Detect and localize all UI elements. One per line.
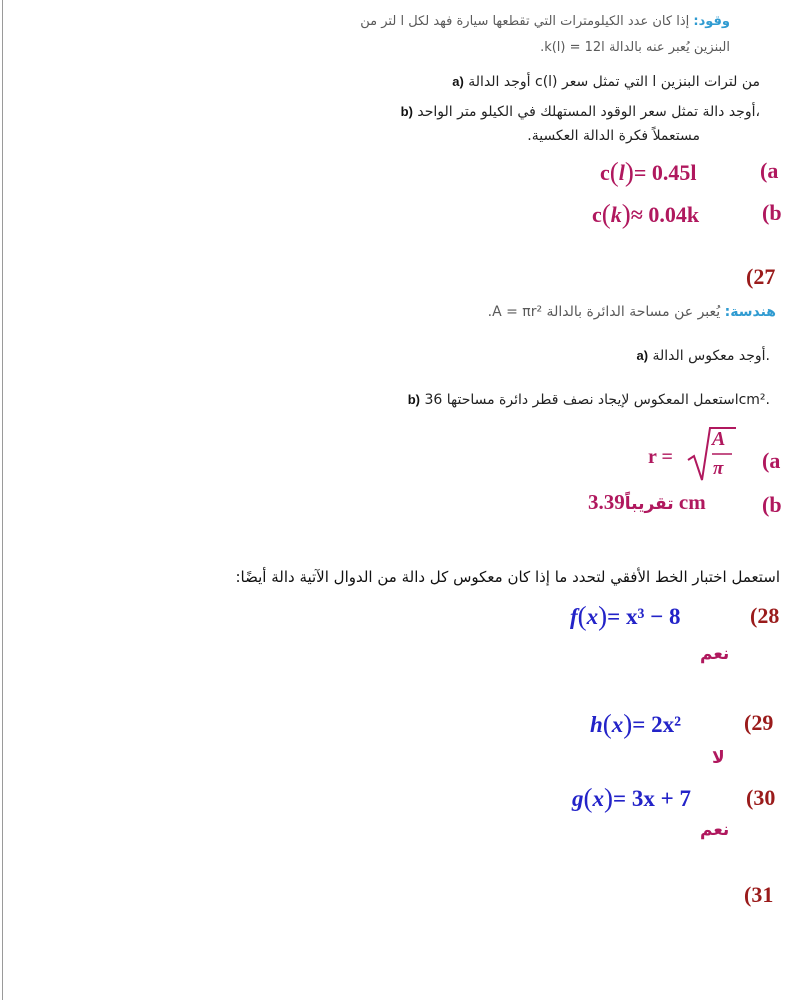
instruction-text: استعمل اختبار الخط الأفقي لتحدد ما إذا كان معكوس كل دالة من الدوال الآتية دالة أيضًا:: [235, 568, 780, 586]
q28-number: (28: [750, 603, 780, 628]
q26-part-a-label: a): [452, 74, 464, 89]
q29-function: h(x)= 2x²: [590, 709, 682, 739]
q30-function: g(x)= 3x + 7: [572, 783, 691, 813]
q30-rhs: = 3x + 7: [613, 786, 691, 811]
q28-fname: f: [570, 604, 578, 629]
q28-function: f(x)= x³ − 8: [570, 601, 681, 631]
q26-answer-b-lhs: c: [592, 202, 602, 227]
q27-part-b-label: b): [407, 392, 421, 407]
q28-var: x: [586, 604, 599, 629]
q26-answer-a: c(l)= 0.45l: [600, 157, 697, 187]
q27-answer-a-denominator: π: [713, 458, 724, 479]
q29-fname: h: [590, 712, 603, 737]
q26-keyword: وقود:: [693, 14, 730, 29]
q26-answer-a-var: l: [618, 160, 625, 185]
q27-statement: [488, 304, 776, 320]
q27-answer-a-numerator: A: [712, 428, 726, 450]
q26-part-a-text: أوجد الدالة c(l) التي تمثل سعر l من لترات البنزين: [468, 74, 760, 90]
q26-statement-line1: [360, 14, 730, 29]
q27-answer-a-label: (a: [762, 448, 781, 473]
q30-answer: نعم: [700, 820, 730, 840]
q26-answer-b-var: k: [610, 202, 622, 227]
q27-answer-b: [588, 490, 706, 515]
q30-var: x: [592, 786, 604, 811]
q28-rhs: = x³ − 8: [607, 604, 681, 629]
q29-var: x: [611, 712, 624, 737]
q26-statement-line2: البنزين يُعبر عنه بالدالة k(l) = 12l.: [540, 40, 730, 55]
q26-line1-text: إذا كان عدد الكيلومترات التي تقطعها سيارة فهد لكل l لتر من: [360, 14, 690, 29]
page-left-border: [2, 0, 3, 1000]
q30-number: (30: [746, 785, 776, 810]
q29-rhs: = 2x²: [632, 712, 682, 737]
q27-answer-b-suffix: تقريباً: [624, 494, 674, 514]
q26-part-a: [452, 74, 760, 90]
q27-part-b-text: استعمل المعكوس لإيجاد نصف قطر دائرة مساحتها 36cm².: [424, 392, 770, 408]
q26-answer-b: c(k)≈ 0.04k: [592, 199, 700, 229]
q27-answer-a-lhs: r =: [648, 446, 673, 468]
q30-fname: g: [572, 786, 584, 811]
q27-answer-b-value: 3.39 cm: [588, 490, 706, 514]
q27-number: (27: [746, 264, 776, 289]
q27-part-b: [408, 392, 770, 408]
q26-answer-a-label: (a: [760, 158, 779, 183]
q28-answer: نعم: [700, 644, 730, 664]
q26-part-b: [401, 104, 760, 120]
q29-answer: لا: [712, 748, 725, 768]
q26-part-b-label: b): [400, 104, 413, 119]
q27-part-a: [637, 348, 771, 364]
q26-answer-b-rhs: ≈ 0.04k: [630, 202, 700, 227]
q27-line1-text: يُعبر عن مساحة الدائرة بالدالة A = πr².: [487, 304, 721, 320]
q27-part-a-text: أوجد معكوس الدالة.: [652, 348, 770, 364]
q26-part-b-line2: مستعملاً فكرة الدالة العكسية.: [527, 128, 700, 144]
q29-number: (29: [744, 710, 774, 735]
q26-answer-a-lhs: c: [600, 160, 610, 185]
q27-keyword: هندسة:: [724, 304, 776, 320]
q27-part-a-label: a): [636, 348, 649, 363]
q26-answer-a-rhs: = 0.45l: [633, 160, 697, 185]
q31-number: (31: [744, 882, 774, 907]
q27-answer-b-label: (b: [762, 492, 782, 517]
q26-part-b-text: أوجد دالة تمثل سعر الوقود المستهلك في الكيلو متر الواحد،: [417, 104, 760, 120]
q26-answer-b-label: (b: [762, 200, 782, 225]
